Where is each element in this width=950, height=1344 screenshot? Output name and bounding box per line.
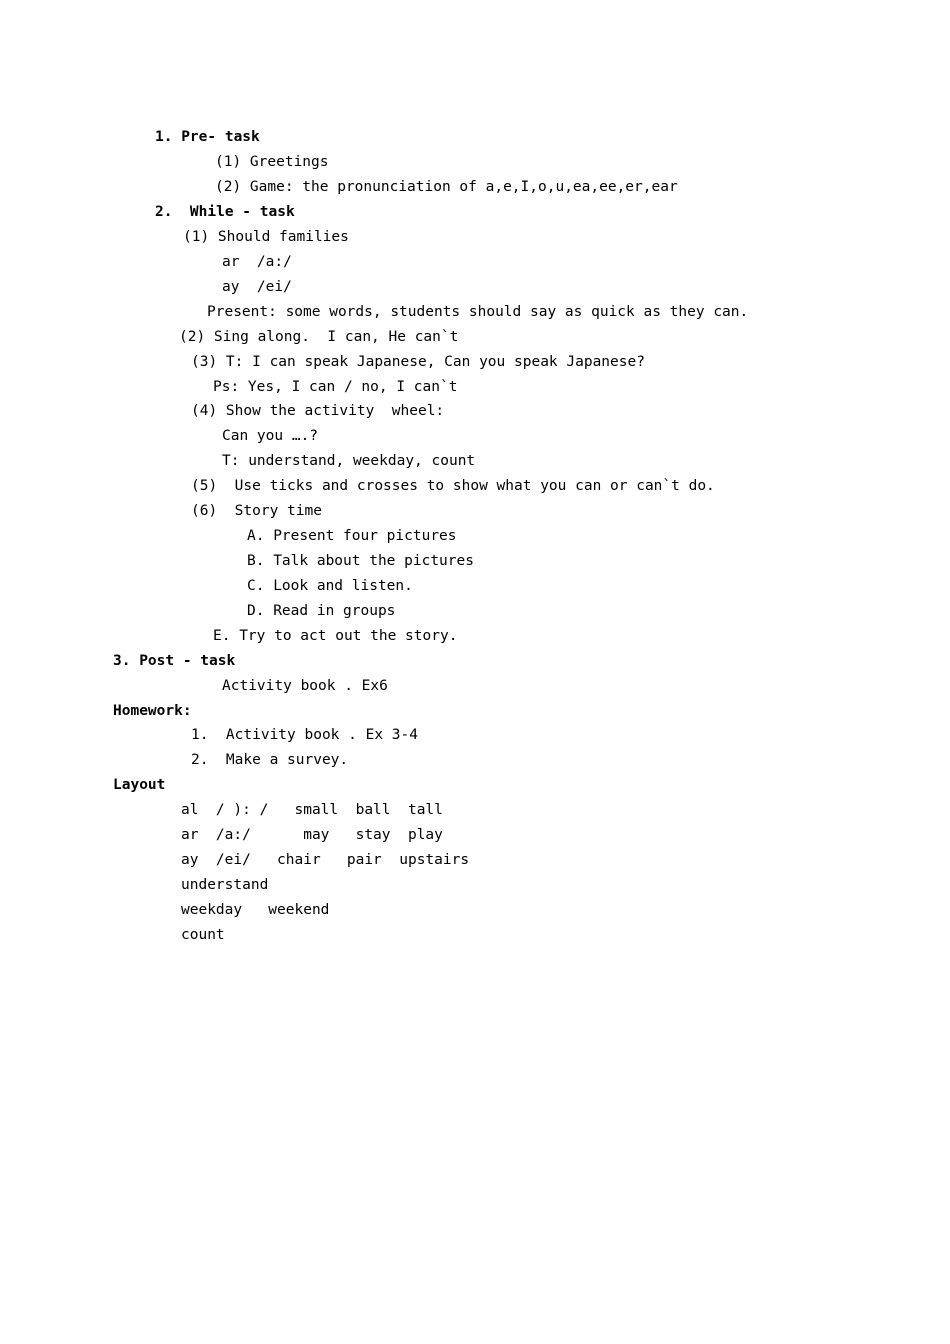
story-step-c: C. Look and listen. <box>247 578 413 594</box>
story-step-d: D. Read in groups <box>247 603 396 619</box>
pre-task-item-game: (2) Game: the pronunciation of a,e,I,o,u,ea,ee,er,ear <box>215 179 678 195</box>
while-task-item-5: (5) Use ticks and crosses to show what you can or can`t do. <box>191 478 715 494</box>
while-task-item-1: (1) Should families <box>183 229 349 245</box>
section-heading-layout: Layout <box>113 777 166 793</box>
while-task-item-4-question: Can you ….? <box>222 428 319 444</box>
while-task-present-line: Present: some words, students should say as quick as they can. <box>207 304 749 320</box>
pre-task-item-greetings: (1) Greetings <box>215 154 329 170</box>
story-step-b: B. Talk about the pictures <box>247 553 474 569</box>
post-task-item: Activity book . Ex6 <box>222 678 388 694</box>
while-task-item-2: (2) Sing along. I can, He can`t <box>179 329 459 345</box>
while-task-item-4-words: T: understand, weekday, count <box>222 453 476 469</box>
layout-row-ar: ar /a:/ may stay play <box>181 827 443 843</box>
section-heading-pre-task: 1. Pre- task <box>155 129 260 145</box>
phonics-ar: ar /a:/ <box>222 254 292 270</box>
layout-row-ay: ay /ei/ chair pair upstairs <box>181 852 470 868</box>
layout-word-count: count <box>181 927 225 943</box>
while-task-item-4: (4) Show the activity wheel: <box>191 403 445 419</box>
phonics-ay: ay /ei/ <box>222 279 292 295</box>
while-task-item-6: (6) Story time <box>191 503 322 519</box>
layout-words-weekday-weekend: weekday weekend <box>181 902 330 918</box>
story-step-e: E. Try to act out the story. <box>213 628 458 644</box>
layout-word-understand: understand <box>181 877 269 893</box>
story-step-a: A. Present four pictures <box>247 528 457 544</box>
homework-item-1: 1. Activity book . Ex 3-4 <box>191 727 418 743</box>
section-heading-post-task: 3. Post - task <box>113 653 236 669</box>
while-task-item-3: (3) T: I can speak Japanese, Can you speak Japanese? <box>191 354 645 370</box>
section-heading-homework: Homework: <box>113 703 192 719</box>
while-task-item-3-response: Ps: Yes, I can / no, I can`t <box>213 379 458 395</box>
layout-row-al: al / ): / small ball tall <box>181 802 443 818</box>
homework-item-2: 2. Make a survey. <box>191 752 349 768</box>
section-heading-while-task: 2. While - task <box>155 204 295 220</box>
